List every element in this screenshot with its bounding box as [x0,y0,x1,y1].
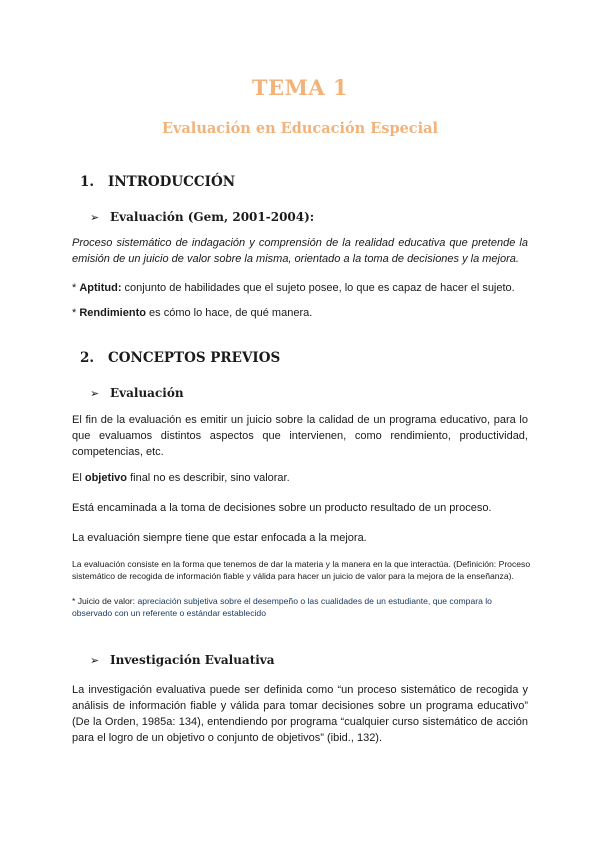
note-juicio-prefix: * Juicio de valor: [72,596,138,606]
definition-paragraph: Proceso sistemático de indagación y comprensión de la realidad educativa que pretende la emisión de un juicio de valor sobre la misma, orientado a la toma de decisiones y la mejora. [72,237,528,265]
evaluacion-paragraph-3: Está encaminada a la toma de decisiones sobre un producto resultado de un proceso. [72,502,492,514]
rendimiento-paragraph [72,305,528,321]
objetivo-text: final no es describir, sino valorar. [127,472,290,484]
rendimiento-text: es cómo lo hace, de qué manera. [145,307,313,319]
note-evaluacion-definicion: La evaluación consiste en la forma que tenemos de dar la materia y la manera en la que interactúa. (Definición: Proceso sistemático de recogida de información fiable y válida para hacer un juicio de valor para la mejora de la enseñanza). [72,559,531,581]
objetivo-term: objetivo [84,472,128,484]
aptitud-term: Aptitud: [79,282,122,294]
section-heading-conceptos-previos [80,350,280,366]
subheading-investigacion-evaluativa [90,653,275,667]
subheading-evaluacion-gem [90,210,314,224]
evaluacion-paragraph-1: El fin de la evaluación es emitir un juicio sobre la calidad de un programa educativo, para lo que evaluamos distintos aspectos que intervienen, como rendimiento, productividad, competencias, etc. [72,414,528,458]
arrow-bullet-icon: ➢ [90,654,100,667]
section-number: 2. [80,350,95,366]
subheading-text: Investigación Evaluativa [110,653,275,667]
investigacion-paragraph: La investigación evaluativa puede ser definida como “un proceso sistemático de recogida y análisis de información fiable y válida para tomar decisiones sobre un programa educativo” (De la Orden, 1985a: 134), entendiendo por programa “cualquier curso sistemático de acción para el logro de un objetivo o conjunto de objetivos” (ibid., 132). [72,684,528,744]
rendimiento-prefix: * [72,307,80,319]
note-juicio-text: apreciación subjetiva sobre el desempeño o las cualidades de un estudiante, que compara lo observado con un referente o estándar establecido [72,596,492,618]
document-title: TEMA 1 [251,75,349,100]
note-juicio-de-valor [72,596,532,619]
objetivo-paragraph [72,470,528,486]
aptitud-prefix: * [72,282,80,294]
evaluacion-paragraph-4: La evaluación siempre tiene que estar enfocada a la mejora. [72,532,367,544]
arrow-bullet-icon: ➢ [90,211,100,224]
section-heading-introduccion [80,174,235,190]
section-heading-text: CONCEPTOS PREVIOS [108,350,281,366]
section-heading-text: INTRODUCCIÓN [108,174,236,190]
arrow-bullet-icon: ➢ [90,387,100,400]
section-number: 1. [80,174,95,190]
subheading-text: Evaluación [110,386,184,400]
subheading-text: Evaluación (Gem, 2001-2004): [110,210,315,224]
aptitud-paragraph [72,280,528,296]
subheading-evaluacion [90,386,184,400]
document-subtitle: Evaluación en Educación Especial [161,120,439,137]
rendimiento-term: Rendimiento [79,307,146,319]
objetivo-prefix: El [72,472,85,484]
aptitud-text: conjunto de habilidades que el sujeto posee, lo que es capaz de hacer el sujeto. [121,282,515,294]
